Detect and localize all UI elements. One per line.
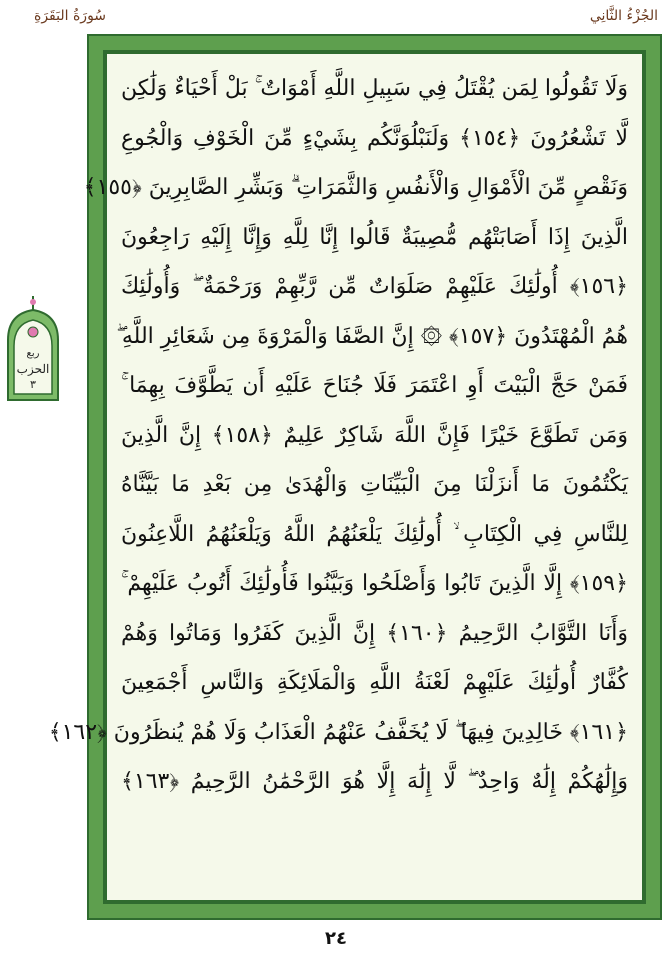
text-area [48, 52, 644, 902]
verse-line: وَإِلَٰهُكُمْ إِلَٰهٌ وَاحِدٌ ۖ لَّا إِلَٰهَ إِلَّا هُوَ الرَّحْمَٰنُ الرَّحِيمُ ﴿١٦٣﴾ [121, 769, 628, 794]
page-header [0, 6, 672, 30]
verse-line: هُمُ الْمُهْتَدُونَ ﴿١٥٧﴾ ۞ إِنَّ الصَّفَا وَالْمَرْوَةَ مِن شَعَائِرِ اللَّهِ ۖ [116, 323, 628, 349]
verse-line: الَّذِينَ إِذَا أَصَابَتْهُم مُّصِيبَةٌ قَالُوا إِنَّا لِلَّهِ وَإِنَّا إِلَيْهِ رَاجِعُونَ [121, 224, 628, 250]
verse-line: ﴿١٥٦﴾ أُولَٰئِكَ عَلَيْهِمْ صَلَوَاتٌ مِّن رَّبِّهِمْ وَرَحْمَةٌ ۖ وَأُولَٰئِكَ [121, 274, 628, 299]
hizb-number: ٣ [30, 378, 36, 391]
verse-line: وَلَا تَقُولُوا لِمَن يُقْتَلُ فِي سَبِيلِ اللَّهِ أَمْوَاتٌ ۚ بَلْ أَحْيَاءٌ وَلَٰكِن [121, 76, 628, 101]
verse-line: لَّا تَشْعُرُونَ ﴿١٥٤﴾ وَلَنَبْلُوَنَّكُم بِشَيْءٍ مِّنَ الْخَوْفِ وَالْجُوعِ [121, 125, 628, 151]
verse-line: وَأَنَا التَّوَّابُ الرَّحِيمُ ﴿١٦٠﴾ إِنَّ الَّذِينَ كَفَرُوا وَمَاتُوا وَهُمْ [121, 620, 628, 646]
juz-name: الجُزْءُ الثَّانِي [589, 8, 658, 24]
verse-line: ﴿١٥٩﴾ إِلَّا الَّذِينَ تَابُوا وَأَصْلَحُوا وَبَيَّنُوا فَأُولَٰئِكَ أَتُوبُ عَلَيْهِمْ ۚ [121, 571, 628, 596]
hizb-marker [4, 296, 62, 406]
hizb-label: الحزب [16, 362, 50, 376]
verses-block [48, 64, 628, 890]
verse-line: كُفَّارٌ أُولَٰئِكَ عَلَيْهِمْ لَعْنَةُ اللَّهِ وَالْمَلَائِكَةِ وَالنَّاسِ أَجْمَعِينَ [121, 670, 628, 695]
page-number: ٢٤ [325, 928, 347, 949]
verse-line: وَمَن تَطَوَّعَ خَيْرًا فَإِنَّ اللَّهَ شَاكِرٌ عَلِيمٌ ﴿١٥٨﴾ إِنَّ الَّذِينَ [121, 422, 628, 448]
verse-line: ﴿١٦١﴾ خَالِدِينَ فِيهَا ۖ لَا يُخَفَّفُ عَنْهُمُ الْعَذَابُ وَلَا هُمْ يُنظَرُونَ ﴿١٦٢﴾ [48, 719, 628, 745]
hizb-quarter-label: ربع [26, 348, 40, 359]
verse-line: فَمَنْ حَجَّ الْبَيْتَ أَوِ اعْتَمَرَ فَلَا جُنَاحَ عَلَيْهِ أَن يَطَّوَّفَ بِهِمَا ۚ [121, 373, 628, 398]
page-frame [48, 34, 662, 920]
verse-line: وَنَقْصٍ مِّنَ الْأَمْوَالِ وَالْأَنفُسِ وَالثَّمَرَاتِ ۗ وَبَشِّرِ الصَّابِرِينَ ﴿١٥٥﴾ [83, 175, 628, 200]
verse-line: لِلنَّاسِ فِي الْكِتَابِ ۙ أُولَٰئِكَ يَلْعَنُهُمُ اللَّهُ وَيَلْعَنُهُمُ اللَّاعِنُونَ [121, 521, 628, 547]
surah-name: سُورَةُ البَقَرَةِ [34, 8, 107, 24]
verse-line: يَكْتُمُونَ مَا أَنزَلْنَا مِنَ الْبَيِّنَاتِ وَالْهُدَىٰ مِن بَعْدِ مَا بَيَّنَّاهُ [121, 472, 628, 497]
